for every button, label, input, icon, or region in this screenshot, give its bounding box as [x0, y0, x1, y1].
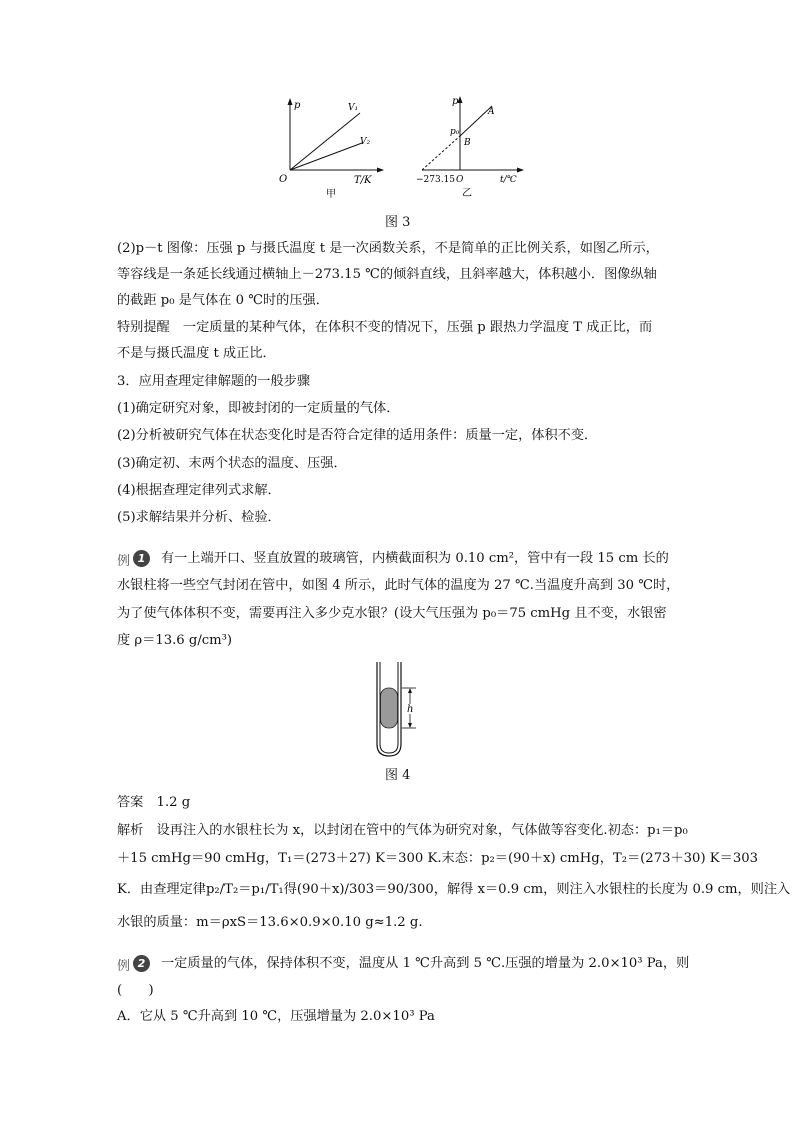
height-label: h: [407, 704, 414, 715]
mercury-column: [381, 688, 398, 728]
figure4-caption: 图 4: [385, 768, 411, 783]
point-b-label: B: [464, 138, 471, 148]
example1-line3: 为了使气体体积不变，需要再注入多少克水银？(设大气压强为 p₀＝75 cmHg 且不变，水银密: [117, 606, 667, 621]
axis-x-label: t/℃: [500, 175, 517, 185]
line-v2-label: V₂: [360, 137, 371, 147]
example1-badge: [117, 550, 151, 568]
p0-label: p₀: [450, 127, 460, 137]
analysis-line3: K．由查理定律p₂/T₂＝p₁/T₁得(90＋x)/303＝90/300，解得 x＝0.9 cm，则注入水银柱的长度为 0.9 cm，则注入: [117, 882, 791, 897]
special-note-line1: 特别提醒 一定质量的某种气体，在体积不变的情况下，压强 p 跟热力学温度 T 成正比，而: [117, 320, 653, 335]
analysis-line1: 解析 设再注入的水银柱长为 x，以封闭在管中的气体为研究对象，气体做等容变化.初态：p₁＝p₀: [117, 823, 688, 838]
axis-y-label: p: [452, 96, 459, 107]
graph-name: 甲: [326, 189, 336, 200]
example2-option-a: A．它从 5 ℃升高到 10 ℃，压强增量为 2.0×10³ Pa: [117, 1009, 435, 1024]
step-5: (5)求解结果并分析、检验．: [117, 510, 281, 525]
axis-y-label: p: [294, 100, 301, 111]
step-2: (2)分析被研究气体在状态变化时是否符合定律的适用条件：质量一定，体积不变．: [117, 428, 598, 443]
example-number: 2: [133, 955, 150, 972]
figure3-right-graph: [416, 92, 526, 200]
analysis-line4: 水银的质量：m＝ρxS＝13.6×0.9×0.10 g≈1.2 g.: [117, 915, 423, 930]
special-note-line2: 不是与摄氏温度 t 成正比．: [117, 346, 276, 361]
step-3: (3)确定初、末两个状态的温度、压强．: [117, 456, 347, 471]
answer: 答案 1.2 g: [117, 795, 191, 810]
section2-line3: 的截距 p₀ 是气体在 0 ℃时的压强．: [117, 293, 329, 308]
origin-label: O: [279, 174, 288, 185]
line-v1-label: V₁: [348, 103, 359, 113]
axis-x-label: T/K: [354, 175, 372, 186]
example1-line1: [117, 546, 687, 572]
section2-line1: (2)p－t 图像：压强 p 与摄氏温度 t 是一次函数关系，不是简单的正比例关系，如图乙所示，: [117, 241, 659, 256]
analysis-line2: ＋15 cmHg＝90 cmHg，T₁＝(273＋27) K＝300 K.末态：p₂＝(90＋x) cmHg，T₂＝(273＋30) K＝303: [117, 851, 758, 866]
figure3-caption: 图 3: [385, 215, 411, 230]
example2-line1: [117, 951, 690, 977]
example-label: 例: [117, 958, 131, 974]
example1-line4: 度 ρ＝13.6 g/cm³): [117, 633, 233, 648]
step-1: (1)确定研究对象，即被封闭的一定质量的气体．: [117, 401, 400, 416]
example1-line2: 水银柱将一些空气封闭在管中，如图 4 所示，此时气体的温度为 27 ℃.当温度升高到 30 ℃时，: [117, 578, 680, 593]
example1-text-line1: 有一上端开口、竖直放置的玻璃管，内横截面积为 0.10 cm²，管中有一段 15 cm 长的: [161, 551, 669, 566]
example2-badge: [117, 955, 151, 973]
example-number: 1: [133, 550, 150, 567]
graph-name: 乙: [462, 188, 472, 199]
figure4-tube: [370, 660, 430, 760]
section2-line2: 等容线是一条延长线通过横轴上－273.15 ℃的倾斜直线，且斜率越大，体积越小．图像纵轴: [117, 267, 657, 282]
example2-line2: ( ): [117, 983, 154, 998]
step-4: (4)根据查理定律列式求解．: [117, 483, 281, 498]
point-a-label: A: [488, 107, 495, 117]
negative-intercept-label: −273.15: [416, 175, 456, 185]
example-label: 例: [117, 553, 131, 569]
figure3-left-graph: [276, 96, 386, 200]
origin-label: O: [456, 175, 464, 185]
section3-title: 3．应用查理定律解题的一般步骤: [117, 374, 311, 389]
example2-text-line1: 一定质量的气体，保持体积不变，温度从 1 ℃升高到 5 ℃.压强的增量为 2.0×10³ Pa，则: [161, 956, 690, 971]
